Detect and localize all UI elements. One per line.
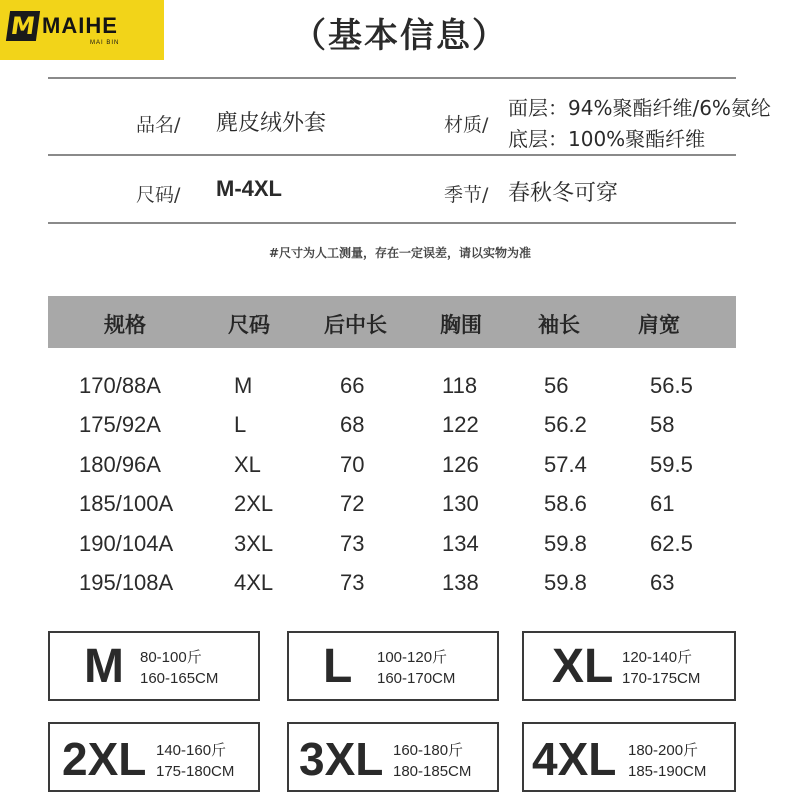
size-card-m — [48, 631, 260, 701]
size-card-weight: 180-200斤 — [628, 742, 699, 759]
size-card-code: L — [323, 640, 353, 693]
cell-sleeve: 56 — [544, 373, 569, 398]
cell-chest: 138 — [442, 570, 479, 595]
size-card-weight: 140-160斤 — [156, 742, 227, 759]
size-card-weight: 100-120斤 — [377, 649, 448, 666]
size-card-height: 160-170CM — [377, 670, 456, 687]
cell-chest: 122 — [442, 412, 479, 437]
size-card-code: M — [84, 640, 124, 693]
product-name-label: 品名/ — [136, 114, 181, 136]
cell-back-length: 72 — [340, 491, 365, 516]
material-line-2: 底层：100%聚酯纤维 — [508, 127, 706, 151]
cell-spec: 190/104A — [79, 531, 174, 556]
size-card-code: 4XL — [532, 733, 617, 785]
divider-top — [48, 77, 736, 79]
measurement-note: #尺寸为人工测量，存在一定误差，请以实物为准 — [268, 246, 532, 260]
cell-shoulder: 56.5 — [650, 373, 693, 398]
header-shoulder: 肩宽 — [638, 313, 680, 337]
size-card-code: 2XL — [62, 733, 147, 785]
cell-back-length: 70 — [340, 452, 365, 477]
size-range-value: M-4XL — [216, 176, 282, 201]
cell-chest: 134 — [442, 531, 479, 556]
size-label: 尺码/ — [136, 184, 181, 206]
cell-shoulder: 59.5 — [650, 452, 693, 477]
cell-size: 4XL — [234, 570, 274, 595]
size-card-height: 180-185CM — [393, 763, 472, 780]
size-card-height: 160-165CM — [140, 670, 219, 687]
cell-spec: 180/96A — [79, 452, 161, 477]
header-size: 尺码 — [228, 313, 270, 337]
cell-spec: 175/92A — [79, 412, 161, 437]
cell-shoulder: 63 — [650, 570, 675, 595]
brand-name: MAIHE — [42, 13, 118, 38]
cell-sleeve: 58.6 — [544, 491, 587, 516]
header-sleeve: 袖长 — [538, 313, 580, 337]
cell-size: 2XL — [234, 491, 274, 516]
season-value: 春秋冬可穿 — [508, 181, 619, 206]
cell-chest: 130 — [442, 491, 479, 516]
cell-sleeve: 56.2 — [544, 412, 587, 437]
size-table-header — [48, 296, 736, 348]
header-chest: 胸围 — [440, 313, 482, 337]
size-card-4xl — [522, 722, 736, 792]
cell-back-length: 73 — [340, 570, 365, 595]
season-label: 季节/ — [444, 184, 489, 206]
size-card-weight: 160-180斤 — [393, 742, 464, 759]
size-card-3xl — [287, 722, 499, 792]
cell-chest: 118 — [442, 373, 478, 398]
size-card-l — [287, 631, 499, 701]
size-card-height: 170-175CM — [622, 670, 701, 687]
cell-size: 3XL — [234, 531, 274, 556]
brand-logo-mark: M — [6, 11, 40, 41]
cell-size: L — [234, 412, 247, 437]
product-name-value: 麂皮绒外套 — [216, 111, 327, 136]
cell-spec: 185/100A — [79, 491, 174, 516]
size-card-weight: 80-100斤 — [140, 649, 202, 666]
material-line-1: 面层：94%聚酯纤维/6%氨纶 — [508, 96, 771, 120]
cell-sleeve: 57.4 — [544, 452, 587, 477]
cell-chest: 126 — [442, 452, 479, 477]
material-label: 材质/ — [444, 114, 489, 136]
size-card-code: XL — [552, 640, 614, 693]
cell-sleeve: 59.8 — [544, 570, 587, 595]
size-card-height: 175-180CM — [156, 763, 235, 780]
header-back-length: 后中长 — [324, 313, 387, 337]
brand-subtitle: MAI BIN — [90, 40, 120, 46]
cell-size: M — [234, 373, 253, 398]
size-card-code: 3XL — [299, 733, 384, 785]
size-card-weight: 120-140斤 — [622, 649, 693, 666]
size-card-2xl — [48, 722, 260, 792]
size-card-xl — [522, 631, 736, 701]
cell-spec: 195/108A — [79, 570, 174, 595]
cell-back-length: 73 — [340, 531, 365, 556]
size-card-height: 185-190CM — [628, 763, 707, 780]
cell-size: XL — [234, 452, 261, 477]
divider-middle — [48, 154, 736, 156]
cell-back-length: 66 — [340, 373, 365, 398]
page-title: （基本信息） — [292, 16, 508, 56]
divider-bottom — [48, 222, 736, 224]
cell-shoulder: 58 — [650, 412, 675, 437]
cell-shoulder: 61 — [650, 491, 675, 516]
cell-sleeve: 59.8 — [544, 531, 587, 556]
header-spec: 规格 — [104, 313, 146, 337]
cell-shoulder: 62.5 — [650, 531, 693, 556]
cell-back-length: 68 — [340, 412, 365, 437]
cell-spec: 170/88A — [79, 373, 161, 398]
